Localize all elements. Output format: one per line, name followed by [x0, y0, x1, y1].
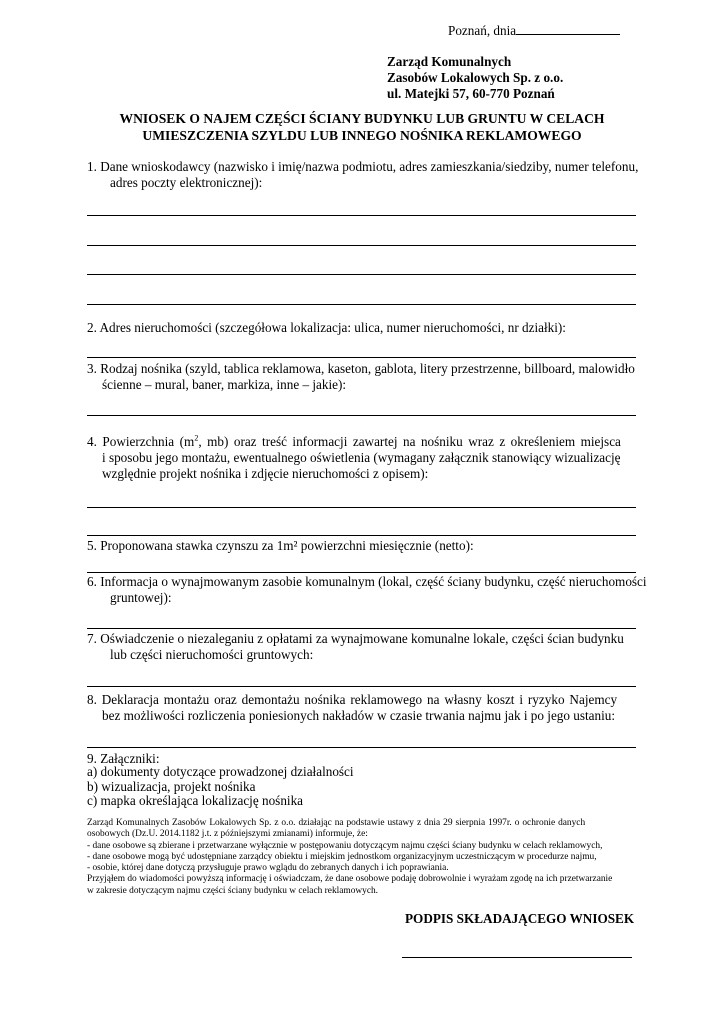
title-line: UMIESZCZENIA SZYLDU LUB INNEGO NOŚNIKA REKLAMOWEGO	[142, 128, 582, 143]
answer-line[interactable]	[87, 535, 636, 536]
section-text: 2. Adres nieruchomości (szczegółowa lokalizacja: ulica, numer nieruchomości, nr działki):	[87, 320, 566, 335]
recipient-line: Zarząd Komunalnych	[387, 54, 512, 69]
clause-line: osobowych (Dz.U. 2014.1182 j.t. z późniejszymi zmianami) informuje, że:	[87, 829, 368, 840]
date-field[interactable]	[516, 22, 620, 35]
place-date-label: Poznań, dnia	[448, 23, 517, 38]
section-text: bez możliwości rozliczenia poniesionych nakładów w czasie trwania najmu jak i po jego ustaniu:	[102, 708, 616, 723]
list-item: c) mapka określająca lokalizację nośnika	[87, 793, 304, 808]
section-text: 3. Rodzaj nośnika (szyld, tablica reklamowa, kaseton, gablota, litery przestrzenne, billboard, malowidło	[87, 361, 635, 376]
list-item: a) dokumenty dotyczące prowadzonej działalności	[87, 764, 354, 779]
clause-line: - osobie, której dane dotyczą przysługuje prawo wglądu do zebranych danych i ich poprawiania.	[87, 863, 449, 874]
section-carrier-type	[87, 361, 639, 393]
section-text: gruntowej):	[110, 590, 172, 605]
section-text: lub części nieruchomości gruntowych:	[110, 647, 314, 662]
section-text: adres poczty elektronicznej):	[110, 175, 263, 190]
answer-line[interactable]	[87, 304, 636, 305]
section-installation-declaration	[87, 692, 639, 724]
list-item: b) wizualizacja, projekt nośnika	[87, 778, 256, 794]
recipient-block	[387, 54, 563, 102]
section-area-content	[87, 434, 639, 482]
section-text: 6. Informacja o wynajmowanym zasobie komunalnym (lokal, część ściany budynku, część nieruchomości	[87, 574, 647, 589]
place-date	[448, 22, 620, 39]
answer-line[interactable]	[87, 415, 636, 416]
answer-line[interactable]	[87, 245, 636, 246]
clause-line: - dane osobowe są zbierane i przetwarzane wyłącznie w postępowaniu dotyczącym najmu części ściany budynku w celach reklamowych,	[87, 840, 603, 851]
answer-line[interactable]	[87, 274, 636, 275]
recipient-line: Zasobów Lokalowych Sp. z o.o.	[387, 70, 564, 85]
clause-line: Zarząd Komunalnych Zasobów Lokalowych Sp. z o.o. działając na podstawie ustawy z dnia 29 sierpnia 1997r. o ochronie danych	[87, 818, 586, 828]
recipient-line: ul. Matejki 57, 60-770 Poznań	[387, 86, 555, 101]
section-text: ścienne – mural, baner, markiza, inne – jakie):	[102, 377, 347, 392]
section-no-arrears	[87, 631, 639, 663]
section-text: i sposobu jego montażu, ewentualnego oświetlenia (wymagany załącznik stanowiący wizualizację	[102, 450, 621, 465]
section-text: 1. Dane wnioskodawcy (nazwisko i imię/nazwa podmiotu, adres zamieszkania/siedziby, numer telefonu,	[87, 159, 639, 174]
answer-line[interactable]	[87, 507, 636, 508]
section-rent-rate	[87, 538, 474, 554]
section-text: 8. Deklaracja montażu oraz demontażu nośnika reklamowego na własny koszt i ryzyko Najemcy	[87, 692, 618, 707]
section-property-address	[87, 320, 566, 336]
clause-line: w zakresie dotyczącym najmu części ściany budynku w celach reklamowych.	[87, 885, 379, 896]
clause-line: Przyjąłem do wiadomości powyższą informację i oświadczam, że dane osobowe podaję dobrowolnie i wyrażam zgodę na ich przetwarzanie	[87, 874, 613, 885]
answer-line[interactable]	[87, 357, 636, 358]
section-text: 4. Powierzchnia ($m^2$, mb) oraz treść informacji zawartej na nośniku wraz z określeniem miejsca	[87, 433, 621, 449]
section-text: 5. Proponowana stawka czynszu za 1m² powierzchni miesięcznie (netto):	[87, 538, 474, 553]
title-line: WNIOSEK O NAJEM CZĘŚCI ŚCIANY BUDYNKU LUB GRUNTU W CELACH	[119, 111, 605, 126]
section-text: 9. Załączniki:	[87, 751, 160, 766]
data-protection-clause	[87, 818, 638, 897]
answer-line[interactable]	[87, 747, 636, 748]
answer-line[interactable]	[87, 572, 636, 573]
section-rented-resource	[87, 574, 647, 606]
attachments-list	[87, 765, 354, 809]
answer-line[interactable]	[87, 628, 636, 629]
section-text: 7. Oświadczenie o niezaleganiu z opłatami za wynajmowane komunalne lokale, części ścian budynku	[87, 631, 624, 646]
answer-line[interactable]	[87, 686, 636, 687]
signature-line[interactable]	[402, 957, 632, 958]
document-title	[60, 110, 664, 144]
answer-line[interactable]	[87, 215, 636, 216]
section-applicant	[87, 159, 639, 191]
section-text: względnie projekt nośnika i zdjęcie nieruchomości z opisem):	[102, 466, 429, 481]
signature-label: PODPIS SKŁADAJĄCEGO WNIOSEK	[405, 911, 635, 926]
clause-line: - dane osobowe mogą być udostępniane zarządcy obiektu i miejskim jednostkom organizacyjnym uczestniczącym w procedurze najmu,	[87, 851, 597, 862]
